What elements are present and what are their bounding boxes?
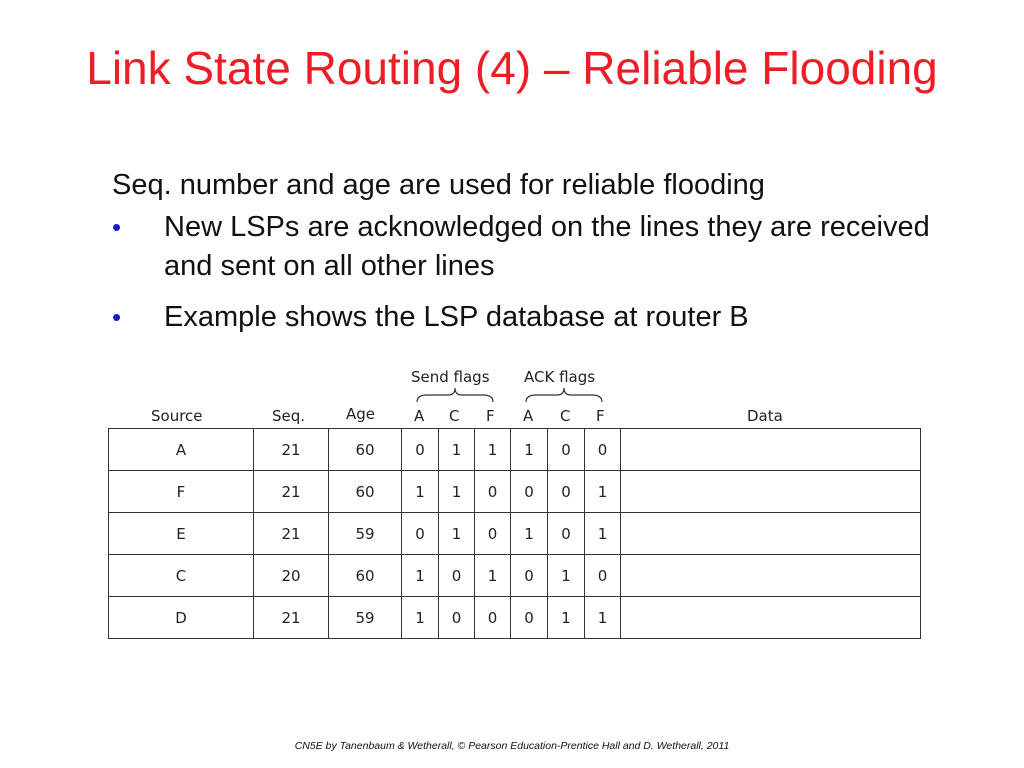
table-row — [109, 471, 921, 513]
cell-source: F — [109, 471, 254, 513]
cell-seq: 21 — [254, 429, 329, 471]
table-row — [109, 513, 921, 555]
cell-seq: 21 — [254, 597, 329, 639]
send-flags-brace-icon — [415, 386, 495, 404]
cell-send-a: 1 — [402, 471, 439, 513]
cell-seq: 20 — [254, 555, 329, 597]
cell-data — [621, 555, 921, 597]
cell-source: C — [109, 555, 254, 597]
cell-send-f: 0 — [475, 471, 511, 513]
cell-ack-c: 0 — [548, 513, 585, 555]
header-data: Data — [747, 407, 783, 425]
cell-ack-c: 1 — [548, 597, 585, 639]
bullet-item — [112, 298, 972, 337]
cell-send-c: 0 — [439, 597, 475, 639]
send-flags-label: Send flags — [411, 368, 490, 386]
cell-source: D — [109, 597, 254, 639]
ack-flags-label: ACK flags — [524, 368, 596, 386]
cell-ack-a: 0 — [511, 597, 548, 639]
cell-ack-a: 1 — [511, 513, 548, 555]
cell-source: E — [109, 513, 254, 555]
cell-send-a: 0 — [402, 429, 439, 471]
cell-seq: 21 — [254, 471, 329, 513]
table-row — [109, 429, 921, 471]
cell-age: 60 — [329, 471, 402, 513]
table-row — [109, 555, 921, 597]
cell-data — [621, 597, 921, 639]
cell-age: 60 — [329, 555, 402, 597]
slide-footer: CN5E by Tanenbaum & Wetherall, © Pearson Education-Prentice Hall and D. Wetherall, 2011 — [294, 740, 730, 752]
slide-body — [112, 166, 972, 349]
cell-ack-c: 0 — [548, 471, 585, 513]
cell-age: 59 — [329, 513, 402, 555]
cell-send-c: 1 — [439, 513, 475, 555]
bullet-text: New LSPs are acknowledged on the lines they are received and sent on all other lines — [164, 211, 930, 282]
cell-send-f: 1 — [475, 555, 511, 597]
cell-ack-f: 0 — [585, 429, 621, 471]
header-ack-a: A — [523, 407, 534, 425]
cell-age: 59 — [329, 597, 402, 639]
header-seq: Seq. — [272, 407, 306, 425]
cell-data — [621, 471, 921, 513]
cell-send-c: 1 — [439, 471, 475, 513]
slide-title: Link State Routing (4) – Reliable Flooding — [86, 42, 938, 94]
cell-seq: 21 — [254, 513, 329, 555]
header-send-c: C — [449, 407, 460, 425]
cell-send-a: 0 — [402, 513, 439, 555]
cell-source: A — [109, 429, 254, 471]
header-source: Source — [151, 407, 203, 425]
cell-send-f: 0 — [475, 513, 511, 555]
cell-ack-f: 1 — [585, 471, 621, 513]
header-age: Age — [346, 405, 376, 423]
table-row — [109, 597, 921, 639]
cell-ack-f: 1 — [585, 597, 621, 639]
cell-data — [621, 429, 921, 471]
ack-flags-brace-icon — [524, 386, 604, 404]
cell-age: 60 — [329, 429, 402, 471]
cell-send-a: 1 — [402, 555, 439, 597]
bullet-text: Example shows the LSP database at router B — [164, 301, 749, 333]
cell-ack-a: 0 — [511, 555, 548, 597]
header-send-f: F — [486, 407, 495, 425]
header-ack-c: C — [560, 407, 571, 425]
cell-ack-f: 0 — [585, 555, 621, 597]
header-send-a: A — [414, 407, 425, 425]
bullet-item — [112, 208, 972, 286]
bullet-dot-icon: • — [112, 302, 122, 332]
bullet-dot-icon: • — [112, 212, 122, 242]
cell-send-c: 0 — [439, 555, 475, 597]
cell-ack-a: 0 — [511, 471, 548, 513]
cell-send-a: 1 — [402, 597, 439, 639]
cell-ack-c: 0 — [548, 429, 585, 471]
cell-ack-f: 1 — [585, 513, 621, 555]
header-ack-f: F — [596, 407, 605, 425]
cell-ack-a: 1 — [511, 429, 548, 471]
cell-data — [621, 513, 921, 555]
lsp-database-table — [108, 428, 921, 639]
cell-send-f: 0 — [475, 597, 511, 639]
cell-send-c: 1 — [439, 429, 475, 471]
lead-text: Seq. number and age are used for reliable flooding — [112, 169, 765, 201]
cell-ack-c: 1 — [548, 555, 585, 597]
cell-send-f: 1 — [475, 429, 511, 471]
